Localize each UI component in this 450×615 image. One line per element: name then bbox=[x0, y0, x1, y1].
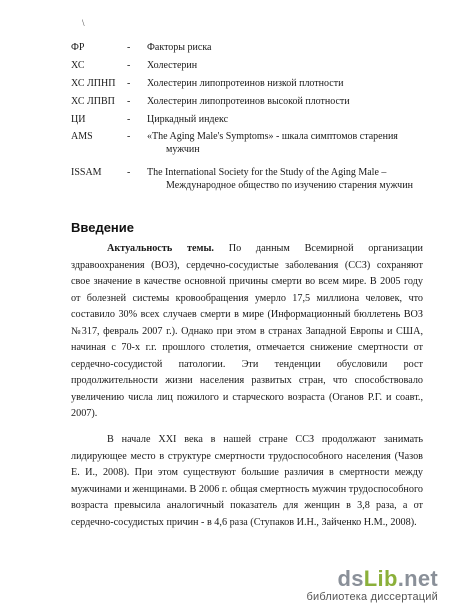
abbreviation-term: ФР bbox=[71, 42, 85, 53]
abbreviation-dash: - bbox=[127, 60, 131, 71]
watermark bbox=[306, 568, 438, 604]
section-heading: Введение bbox=[71, 220, 134, 235]
abbreviation-definition-text: Циркадный индекс bbox=[147, 114, 229, 125]
watermark-logo-net: .net bbox=[397, 566, 438, 591]
abbreviation-dash: - bbox=[127, 114, 131, 125]
abbreviation-definition bbox=[147, 41, 437, 54]
abbreviation-definition bbox=[147, 166, 437, 192]
abbreviation-definition-text: Холестерин липопротеинов высокой плотности bbox=[147, 96, 350, 107]
watermark-subtitle: библиотека диссертаций bbox=[306, 591, 438, 603]
paragraph-relevance bbox=[71, 241, 423, 423]
abbreviation-definition bbox=[147, 95, 437, 108]
abbreviation-dash: - bbox=[127, 78, 131, 89]
abbreviation-definition bbox=[147, 77, 437, 90]
abbreviation-definition bbox=[147, 130, 437, 156]
watermark-logo bbox=[306, 568, 438, 590]
abbreviation-definition-continuation: Международное общество по изучению старения мужчин bbox=[166, 180, 413, 191]
abbreviation-term: AMS bbox=[71, 131, 93, 142]
paragraph-text: По данным Всемирной организации здравоохранения (ВОЗ), сердечно-сосудистые заболевания (ССЗ) сохраняют свое значение в качестве основной причины смерти во всем мире. В 2005 году от болезней системы кровообращения умерло 17,5 миллиона человек, что составило 30% всех случаев смерти в мире (Информационный бюллетень ВОЗ №317, февраль 2007 г.). Однако при этом в странах Западной Европы и США, начиная с 70-х г.г. прошлого столетия, отмечается снижение смертности от сердечно-сосудистой патологии. Эти тенденции обусловили рост продолжительности жизни населения развитых стран, что способствовало увеличению числа лиц пожилого и старческого возраста (Оганов Р.Г. и соавт., 2007). bbox=[71, 243, 424, 419]
abbreviation-term: ХС bbox=[71, 60, 85, 71]
abbreviation-dash: - bbox=[127, 167, 131, 178]
paragraph-lead: Актуальность темы. bbox=[107, 243, 214, 254]
abbreviation-term: ЦИ bbox=[71, 114, 86, 125]
watermark-logo-lib: Lib bbox=[363, 566, 398, 591]
abbreviation-term: ХС ЛПНП bbox=[71, 78, 116, 89]
corner-mark: \ bbox=[82, 18, 85, 28]
abbreviation-dash: - bbox=[127, 96, 131, 107]
paragraph-text: В начале XXI века в нашей стране ССЗ продолжают занимать лидирующее место в структуре смертности трудоспособного населения (Чазов Е. И., 2008). При этом существуют большие различия в смертности между мужчинами и женщинами. В 2006 г. общая смертность мужчин трудоспособного возраста превысила аналогичный показатель для женщин в 3,8 раза, а от сердечно-сосудистых причин - в 4,6 раза (Ступаков И.Н., Зайченко Н.М., 2008). bbox=[71, 434, 423, 528]
abbreviation-definition bbox=[147, 113, 437, 126]
abbreviation-definition-text: Холестерин липопротеинов низкой плотности bbox=[147, 78, 344, 89]
abbreviation-dash: - bbox=[127, 131, 131, 142]
watermark-logo-ds: ds bbox=[337, 566, 364, 591]
abbreviation-definition-text: The International Society for the Study of the Aging Male – bbox=[147, 167, 387, 178]
abbreviation-definition-continuation: мужчин bbox=[166, 144, 200, 155]
abbreviation-term: ISSAM bbox=[71, 167, 102, 178]
abbreviation-definition-text: Факторы риска bbox=[147, 42, 212, 53]
abbreviation-definition-text: «The Aging Male's Symptoms» - шкала симптомов старения bbox=[147, 131, 398, 142]
abbreviation-term: ХС ЛПВП bbox=[71, 96, 115, 107]
abbreviation-dash: - bbox=[127, 42, 131, 53]
abbreviation-definition-text: Холестерин bbox=[147, 60, 198, 71]
paragraph-mortality bbox=[71, 432, 423, 531]
abbreviation-definition bbox=[147, 59, 437, 72]
